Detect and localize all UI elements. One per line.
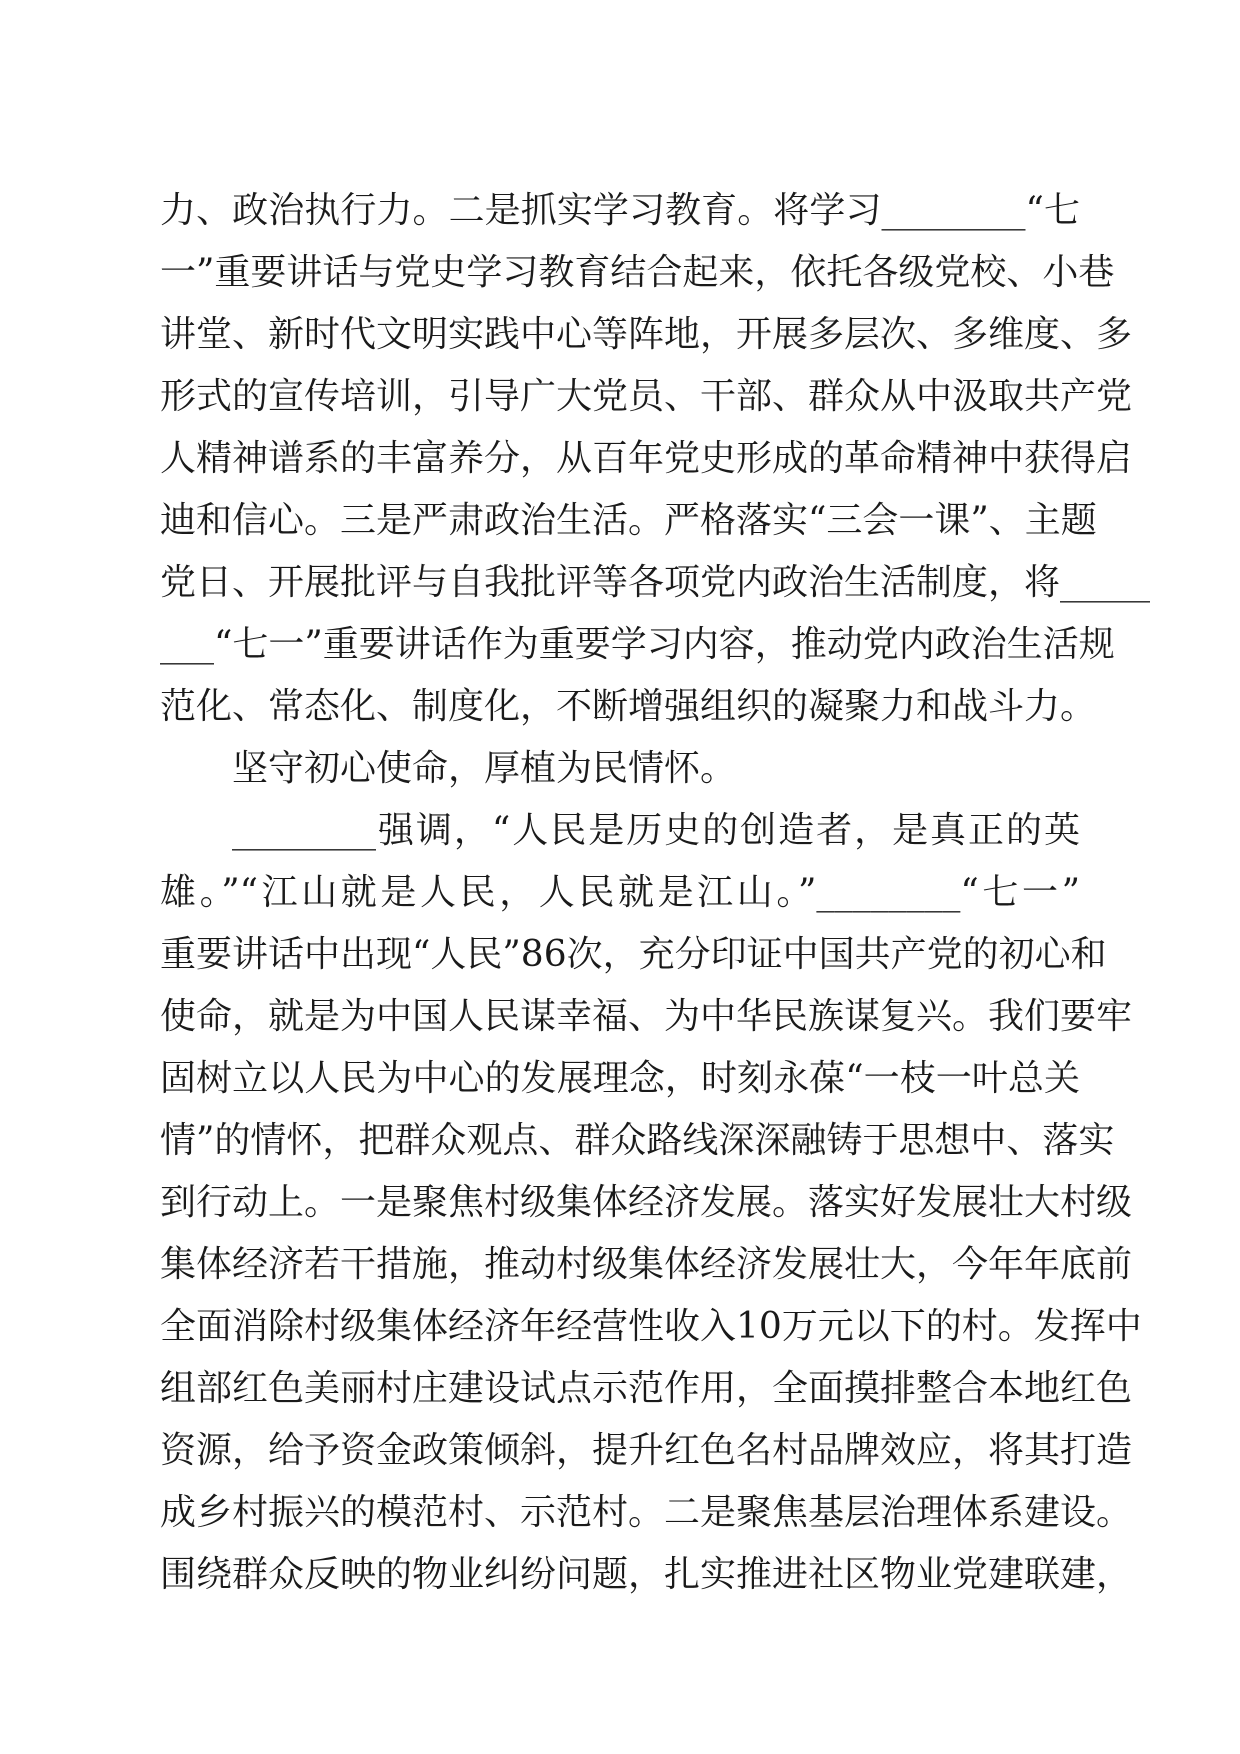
text-line-17: 到行动上。一是聚焦村级集体经济发展。落实好发展壮大村级 [160,1182,1133,1223]
text-line-3: 讲堂、新时代文明实践中心等阵地，开展多层次、多维度、多 [160,314,1133,355]
text-line-1: 力、政治执行力。二是抓实学习教育。将学习________“七 [160,190,1080,231]
text-line-13: 重要讲话中出现“人民”86次，充分印证中国共产党的初心和 [160,934,1107,975]
text-line-12: 雄。”“江山就是人民，人民就是江山。”________“七一” [160,872,1080,913]
text-line-15: 固树立以人民为中心的发展理念，时刻永葆“一枝一叶总关 [160,1058,1080,1099]
text-line-20: 组部红色美丽村庄建设试点示范作用，全面摸排整合本地红色 [160,1368,1133,1409]
text-line-7: 党日、开展批评与自我批评等各项党内政治生活制度，将_____ [160,562,1151,603]
text-line-18: 集体经济若干措施，推动村级集体经济发展壮大，今年年底前 [160,1244,1133,1285]
body-text [160,180,1151,1606]
text-line-19: 全面消除村级集体经济年经营性收入10万元以下的村。发挥中 [160,1306,1142,1347]
text-line-8: ___“七一”重要讲话作为重要学习内容，推动党内政治生活规 [160,624,1115,665]
text-line-5: 人精神谱系的丰富养分，从百年党史形成的革命精神中获得启 [160,438,1133,479]
text-line-22: 成乡村振兴的模范村、示范村。二是聚焦基层治理体系建设。 [160,1492,1133,1533]
text-line-9: 范化、常态化、制度化，不断增强组织的凝聚力和战斗力。 [160,686,1097,727]
text-line-2: 一”重要讲话与党史学习教育结合起来，依托各级党校、小巷 [160,252,1115,293]
text-line-16: 情”的情怀，把群众观点、群众路线深深融铸于思想中、落实 [160,1120,1115,1161]
section-heading: 坚守初心使命，厚植为民情怀。 [232,748,737,789]
text-line-6: 迪和信心。三是严肃政治生活。严格落实“三会一课”、主题 [160,500,1097,541]
text-line-23: 围绕群众反映的物业纠纷问题，扎实推进社区物业党建联建， [160,1554,1133,1595]
text-line-21: 资源，给予资金政策倾斜，提升红色名村品牌效应，将其打造 [160,1430,1133,1471]
text-line-4: 形式的宣传培训，引导广大党员、干部、群众从中汲取共产党 [160,376,1133,417]
text-line-14: 使命，就是为中国人民谋幸福、为中华民族谋复兴。我们要牢 [160,996,1133,1037]
text-line-11: ________强调，“人民是历史的创造者，是真正的英 [232,810,1080,851]
